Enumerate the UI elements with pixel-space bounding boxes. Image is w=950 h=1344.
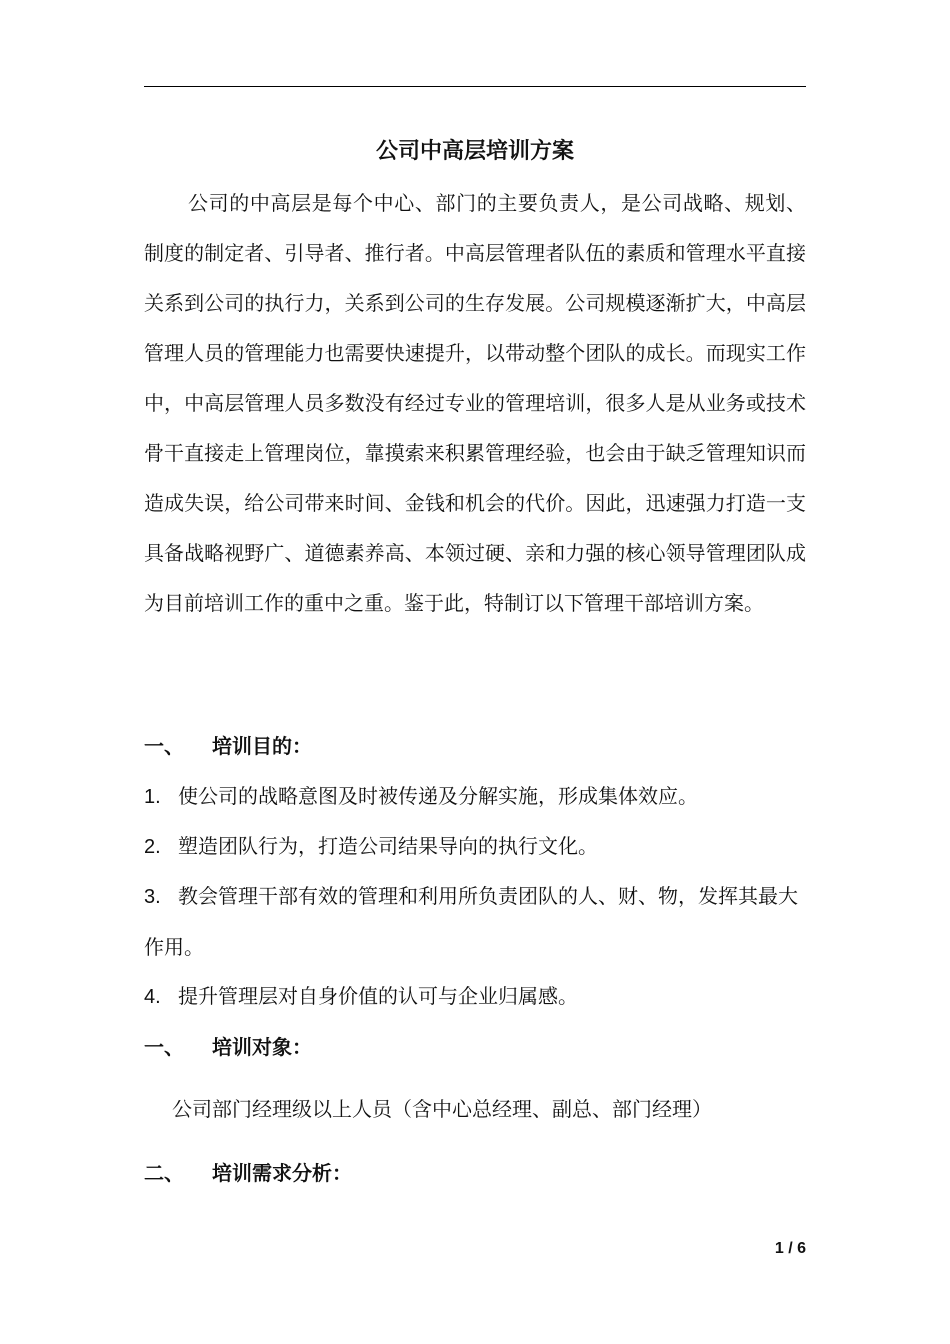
list-item [144, 821, 806, 872]
list-index: 3. [144, 886, 161, 908]
header-rule [144, 86, 806, 87]
document-title: 公司中高层培训方案 [375, 139, 574, 164]
page-number: 1 / 6 [774, 1240, 806, 1257]
list-text: 教会管理干部有效的管理和利用所负责团队的人、财、物，发挥其最大作用。 [144, 884, 798, 959]
section-title: 培训需求分析： [212, 1161, 352, 1185]
list-index: 2. [144, 836, 161, 858]
list-item [144, 971, 806, 1022]
list-text: 塑造团队行为，打造公司结果导向的执行文化。 [178, 834, 598, 858]
section-heading-purpose [144, 721, 806, 771]
list-item [144, 771, 806, 822]
list-index: 4. [144, 986, 161, 1008]
list-item [144, 871, 806, 972]
section-number: 一、 [144, 734, 184, 758]
list-index: 1. [144, 786, 161, 808]
section-title: 培训目的： [212, 734, 312, 758]
list-text: 使公司的战略意图及时被传递及分解实施，形成集体效应。 [178, 784, 698, 808]
list-text: 提升管理层对自身价值的认可与企业归属感。 [178, 984, 578, 1008]
section-heading-needs [144, 1148, 806, 1198]
section-number: 二、 [144, 1161, 184, 1185]
audience-text: 公司部门经理级以上人员（含中心总经理、副总、部门经理） [172, 1097, 712, 1121]
intro-paragraph: 公司的中高层是每个中心、部门的主要负责人，是公司战略、规划、制度的制定者、引导者、推行者。中高层管理者队伍的素质和管理水平直接关系到公司的执行力，关系到公司的生存发展。公司规模逐渐扩大，中高层管理人员的管理能力也需要快速提升，以带动整个团队的成长。而现实工作中，中高层管理人员多数没有经过专业的管理培训，很多人是从业务或技术骨干直接走上管理岗位，靠摸索来积累管理经验，也会由于缺乏管理知识而造成失误，给公司带来时间、金钱和机会的代价。因此，迅速强力打造一支具备战略视野广、道德素养高、本领过硬、亲和力强的核心领导管理团队成为目前培训工作的重中之重。鉴于此，特制订以下管理干部培训方案。 [144, 191, 806, 615]
section-heading-audience [144, 1022, 806, 1072]
section-number: 一、 [144, 1035, 184, 1059]
section-title: 培训对象： [212, 1035, 312, 1059]
